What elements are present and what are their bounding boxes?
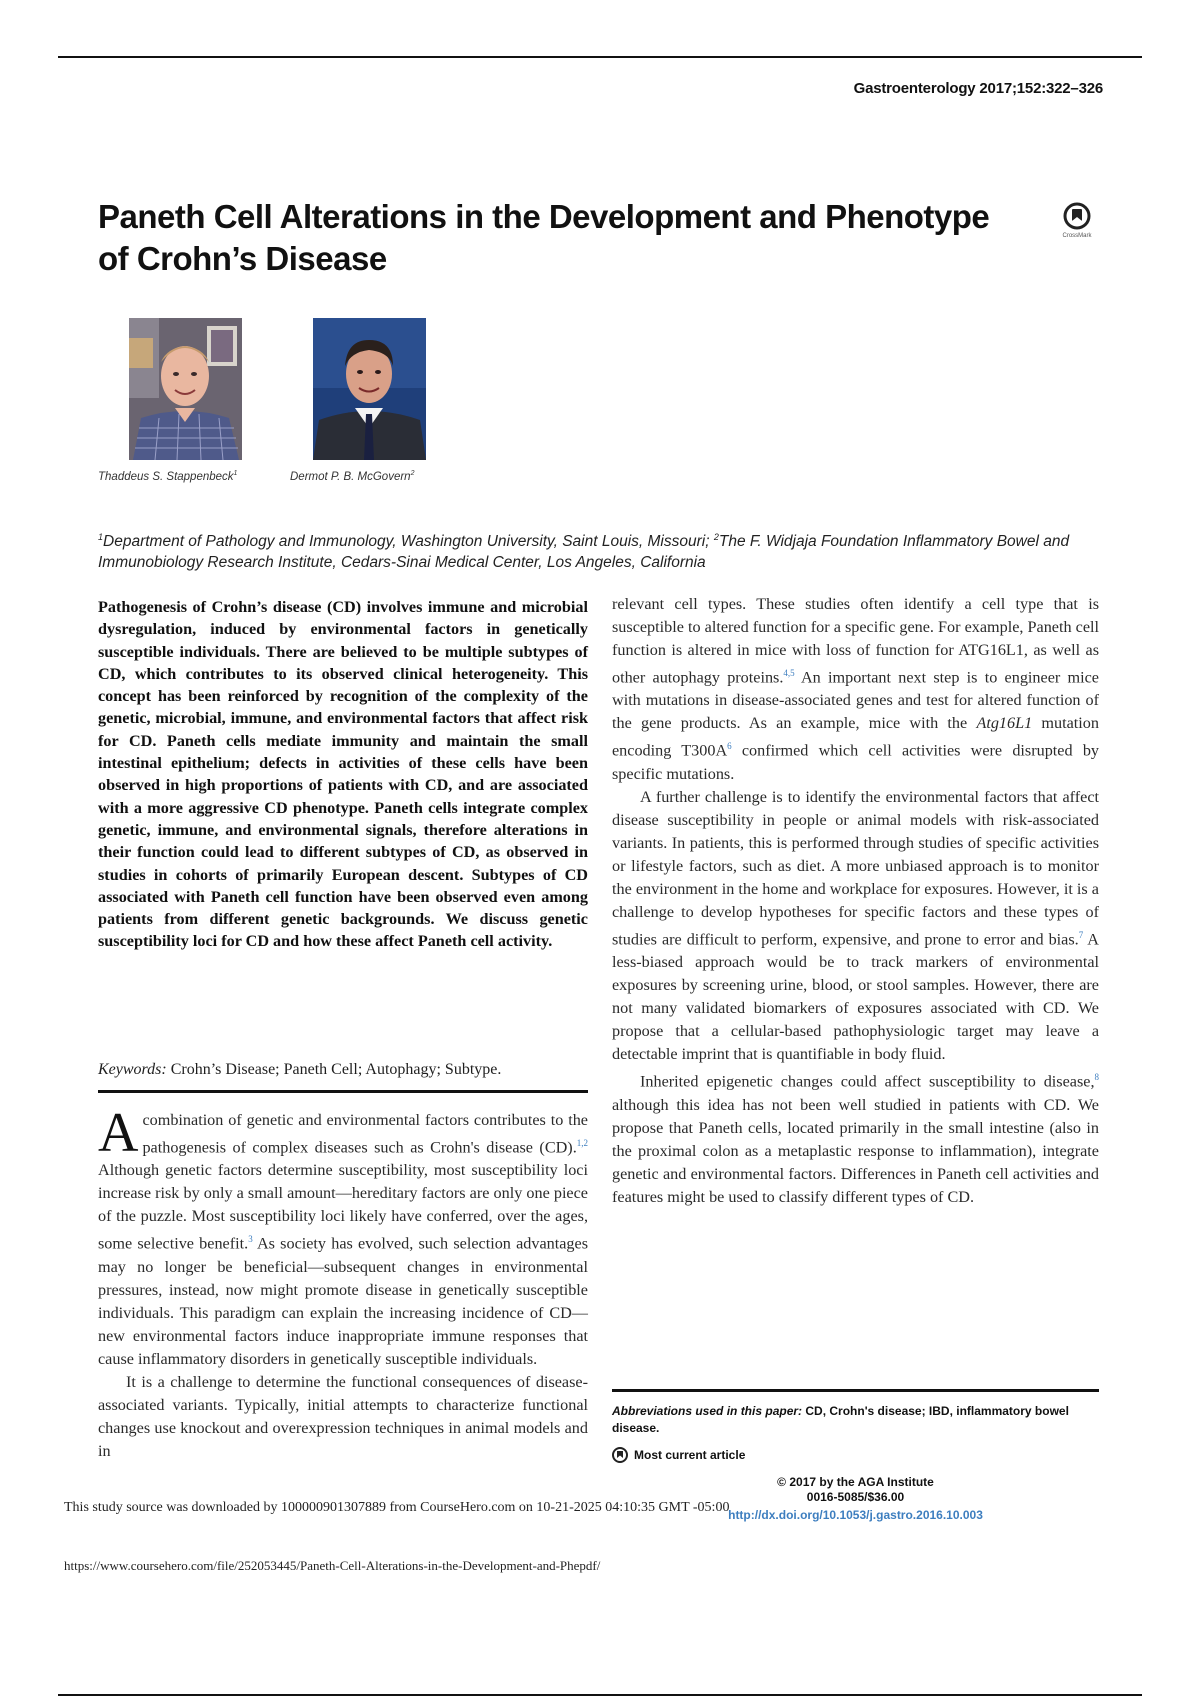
body-paragraph bbox=[98, 1102, 588, 1371]
body-right-column bbox=[612, 593, 1099, 1209]
keywords-text: Crohn’s Disease; Paneth Cell; Autophagy; Subtype. bbox=[166, 1061, 502, 1078]
source-url[interactable]: https://www.coursehero.com/file/252053445/Paneth-Cell-Alterations-in-the-Development-and-Phepdf/ bbox=[64, 1558, 601, 1573]
crossmark-badge[interactable] bbox=[1060, 202, 1094, 239]
body-paragraph bbox=[612, 1066, 1099, 1208]
journal-citation: Gastroenterology 2017;152:322–326 bbox=[853, 80, 1103, 97]
body-text: A further challenge is to identify the environmental factors that affect disease susceptibility in people or animal models with risk-associated variants. In patients, this is performed through studies of specific activities or lifestyle factors, such as diet. A more unbiased approach is to monitor the environment in the home and workplace for exposures. However, it is a challenge to develop hypotheses for specific factors and these types of studies are difficult to perform, expensive, and prone to error and bias. bbox=[612, 787, 1099, 949]
footer-box-rule bbox=[612, 1389, 1099, 1392]
dropcap: A bbox=[98, 1102, 139, 1164]
keywords-rule bbox=[98, 1090, 588, 1093]
keywords-label: Keywords: bbox=[98, 1061, 167, 1078]
abbrev-label: Abbreviations used in this paper: bbox=[612, 1404, 803, 1418]
body-left-column bbox=[98, 1102, 588, 1463]
author-affil-sup: 1 bbox=[233, 470, 238, 477]
body-text: An important next step is to engineer mice with mutations in disease-associated genes and test for altered function of the gene products. As an example, mice with the bbox=[612, 668, 1099, 733]
body-text: A less-biased approach would be to track markers of environmental exposures by screening urine, blood, or stool samples. However, there are not many validated biomarkers of exposures associated with CD. We propose that a cellular-based pathophysiologic target may leave a detectable imprint that is quantifiable in body fluid. bbox=[612, 930, 1099, 1064]
affil-sup-1: 1 bbox=[98, 532, 104, 542]
crossmark-icon bbox=[1063, 202, 1091, 230]
body-text: although this idea has not been well studied in patients with CD. We propose that Paneth cells, located primarily in the small intestine (also in the proximal colon as a metaplastic response to inflammation), integrate genetic and environmental factors. Differences in Paneth cell activities and features might be used to classify different types of CD. bbox=[612, 1095, 1099, 1206]
affil-text-1: Department of Pathology and Immunology, Washington University, Saint Louis, Missouri; bbox=[103, 533, 714, 551]
affil-text-2: The F. Widjaja Foundation Inflammatory Bowel and Immunobiology Research Institute, Cedars-Sinai Medical Center, Los Angeles, California bbox=[98, 533, 1070, 572]
affiliations bbox=[98, 527, 1098, 573]
crossmark-label: CrossMark bbox=[1062, 233, 1092, 239]
body-text: Although genetic factors determine susceptibility, most susceptibility loci increase risk by only a small amount—hereditary factors are only one piece of the puzzle. Most susceptibility loci likely have conferred, over the ages, some selective benefit. bbox=[98, 1161, 588, 1253]
citation-link[interactable]: 1,2 bbox=[576, 1138, 588, 1148]
article-title: Paneth Cell Alterations in the Development and Phenotype of Crohn’s Disease bbox=[98, 198, 990, 277]
abstract-column bbox=[98, 596, 588, 953]
keywords bbox=[98, 1059, 588, 1081]
download-watermark: This study source was downloaded by 100000901307889 from CourseHero.com on 10-21-2025 04:10:35 GMT -05:00 bbox=[64, 1500, 730, 1515]
bottom-rule bbox=[58, 1694, 1142, 1696]
top-rule bbox=[58, 56, 1142, 58]
citation-link[interactable]: 8 bbox=[1094, 1072, 1099, 1083]
crossmark-small-icon bbox=[612, 1447, 628, 1463]
body-paragraph bbox=[612, 593, 1099, 786]
body-paragraph bbox=[612, 786, 1099, 1066]
body-text: relevant cell types. These studies often identify a cell type that is susceptible to altered function for a specific gene. For example, Paneth cell function is altered in mice with loss of function for ATG16L1, as well as other autophagy proteins. bbox=[612, 595, 1099, 687]
body-text: As society has evolved, such selection advantages may no longer be beneficial—subsequent changes in environmental pressures, instead, now might promote disease in genetically susceptible individuals. This paradigm can explain the increasing incidence of CD—new environmental factors induce inappropriate immune responses that cause inflammatory disorders in genetically susceptible individuals. bbox=[98, 1234, 588, 1368]
author-affil-sup: 2 bbox=[410, 470, 415, 477]
copyright: © 2017 by the AGA Institute bbox=[777, 1475, 934, 1489]
body-text: Inherited epigenetic changes could affect susceptibility to disease, bbox=[640, 1072, 1095, 1091]
doi-link[interactable]: http://dx.doi.org/10.1053/j.gastro.2016.10.003 bbox=[728, 1508, 983, 1522]
affil-sup-2: 2 bbox=[713, 532, 719, 542]
citation-link[interactable]: 6 bbox=[727, 741, 732, 752]
author-photo-stappenbeck bbox=[129, 318, 242, 460]
abbreviations bbox=[612, 1403, 1099, 1437]
author-name: Thaddeus S. Stappenbeck bbox=[98, 470, 234, 483]
abstract: Pathogenesis of Crohn’s disease (CD) involves immune and microbial dysregulation, induced by environmental factors in genetically susceptible individuals. There are believed to be multiple subtypes of CD, which contributes to its observed clinical heterogeneity. This concept has been reinforced by recognition of the complexity of the genetic, microbial, immune, and environmental factors that affect risk for CD. Paneth cells mediate immunity and maintain the small intestinal epithelium; defects in activities of these cells have been observed in high proportions of patients with CD, and are associated with a more aggressive CD phenotype. Paneth cells integrate complex genetic, immune, and environmental signals, therefore alterations in their function could lead to different subtypes of CD, as observed in studies in cohorts of primarily European descent. Subtypes of CD associated with Paneth cell function have been observed even among patients from different genetic backgrounds. We discuss genetic susceptibility loci for CD and how these affect Paneth cell activity. bbox=[98, 598, 588, 951]
body-paragraph: It is a challenge to determine the functional consequences of disease-associated variants. Typically, initial attempts to characterize functional changes use knockout and overexpression techniques in animal models and in bbox=[98, 1372, 588, 1460]
author-name-2 bbox=[290, 470, 414, 483]
abbrev-text: CD, Crohn's disease; IBD, inflammatory bowel disease. bbox=[612, 1404, 1069, 1435]
author-name: Dermot P. B. McGovern bbox=[290, 470, 411, 483]
gene-name: Atg16L1 bbox=[976, 714, 1033, 733]
citation-link[interactable]: 4,5 bbox=[783, 668, 795, 678]
body-text: mutation encoding T300A bbox=[612, 714, 1099, 760]
most-current-label: Most current article bbox=[634, 1448, 746, 1462]
body-text: confirmed which cell activities were disrupted by specific mutations. bbox=[612, 741, 1100, 783]
author-photo-mcgovern bbox=[313, 318, 426, 460]
body-text: combination of genetic and environmental factors contributes to the pathogenesis of complex diseases such as Crohn's disease (CD). bbox=[142, 1111, 588, 1157]
citation-link[interactable]: 3 bbox=[248, 1234, 253, 1245]
most-current-article[interactable] bbox=[612, 1447, 745, 1463]
citation-link[interactable]: 7 bbox=[1078, 929, 1084, 940]
author-name-1 bbox=[98, 470, 237, 483]
issn-price: 0016-5085/$36.00 bbox=[806, 1490, 905, 1504]
